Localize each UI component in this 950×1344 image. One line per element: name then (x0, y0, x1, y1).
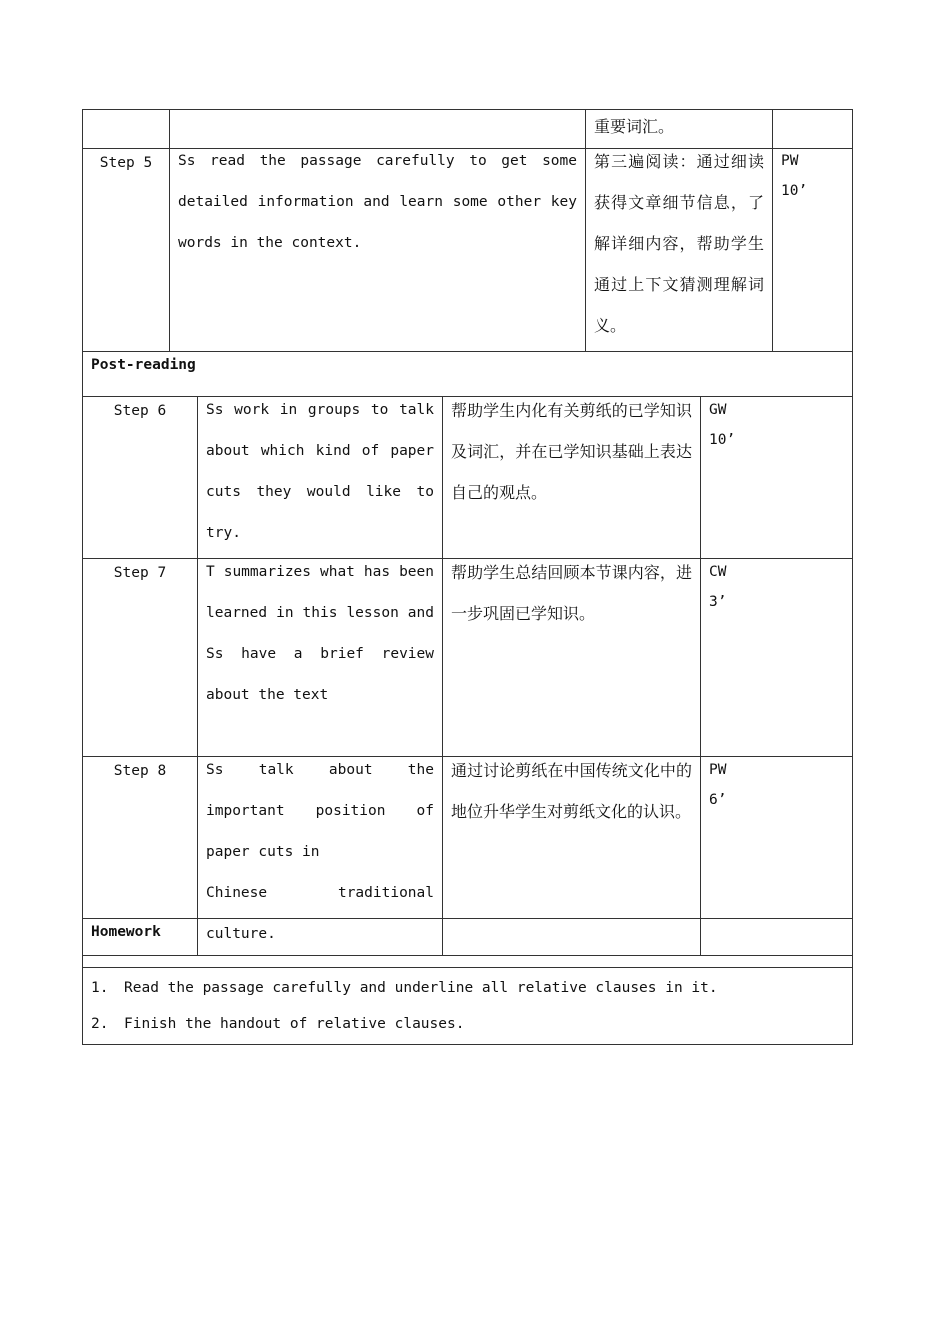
step-cell (83, 559, 198, 757)
step-cell (83, 397, 198, 559)
list-text: Read the passage carefully and underline all relative clauses in it. (124, 980, 718, 996)
list-item (91, 970, 844, 1006)
step-label: Step 5 (99, 155, 153, 171)
activity-cell (170, 149, 586, 352)
time-label: 10’ (781, 183, 808, 199)
mode-cell (701, 559, 853, 757)
purpose-cell (586, 149, 773, 352)
list-item (91, 1006, 844, 1042)
step-label: Step 6 (113, 403, 167, 419)
list-text: Finish the handout of relative clauses. (124, 1016, 465, 1032)
activity-text: Ss read the passage carefully to get some detailed information and learn some other key words in the context. (178, 153, 577, 251)
activity-text-line: culture. (206, 926, 276, 942)
mode-label: PW (781, 153, 799, 169)
table-row (83, 968, 853, 1045)
purpose-text: 第三遍阅读：通过细读获得文章细节信息，了解详细内容，帮助学生通过上下文猜测理解词义。 (594, 152, 764, 335)
time-label: 10’ (709, 432, 736, 448)
list-number: 1. (91, 980, 109, 996)
purpose-text: 帮助学生总结回顾本节课内容，进一步巩固已学知识。 (451, 563, 692, 623)
table-row (83, 559, 853, 757)
list-number: 2. (91, 1016, 109, 1032)
activity-cell (198, 397, 443, 559)
activity-text-line: Chinese traditional (206, 885, 434, 901)
purpose-cell (443, 397, 701, 559)
section-row (83, 919, 853, 968)
activity-cell (198, 559, 443, 757)
activity-text: Ss talk about the important position of paper cuts in (206, 762, 434, 860)
purpose-cell (443, 559, 701, 757)
section-heading: Post-reading (83, 352, 853, 397)
mode-label: PW (709, 762, 727, 778)
mode-cell (773, 149, 853, 352)
time-label: 3’ (709, 594, 727, 610)
purpose-text: 重要词汇。 (594, 117, 675, 136)
step-label: Step 7 (113, 565, 167, 581)
table-row (83, 397, 853, 559)
time-label: 6’ (709, 792, 727, 808)
purpose-text: 通过讨论剪纸在中国传统文化中的地位升华学生对剪纸文化的认识。 (451, 761, 692, 821)
activity-text: Ss work in groups to talk about which kind of paper cuts they would like to try. (206, 402, 434, 541)
step-cell (83, 149, 170, 352)
lesson-table-post-reading (82, 396, 853, 956)
section-heading: Homework (83, 919, 853, 968)
activity-text: T summarizes what has been learned in this lesson and Ss have a brief review about the text (206, 564, 434, 703)
purpose-text: 帮助学生内化有关剪纸的已学知识及词汇，并在已学知识基础上表达自己的观点。 (451, 401, 692, 502)
step-cell (83, 110, 170, 149)
lesson-table-top (82, 109, 853, 397)
homework-list (83, 968, 853, 1045)
table-row (83, 149, 853, 352)
mode-cell (701, 397, 853, 559)
mode-label: GW (709, 402, 727, 418)
homework-table (82, 918, 853, 1045)
mode-label: CW (709, 564, 727, 580)
step-label: Step 8 (113, 763, 167, 779)
